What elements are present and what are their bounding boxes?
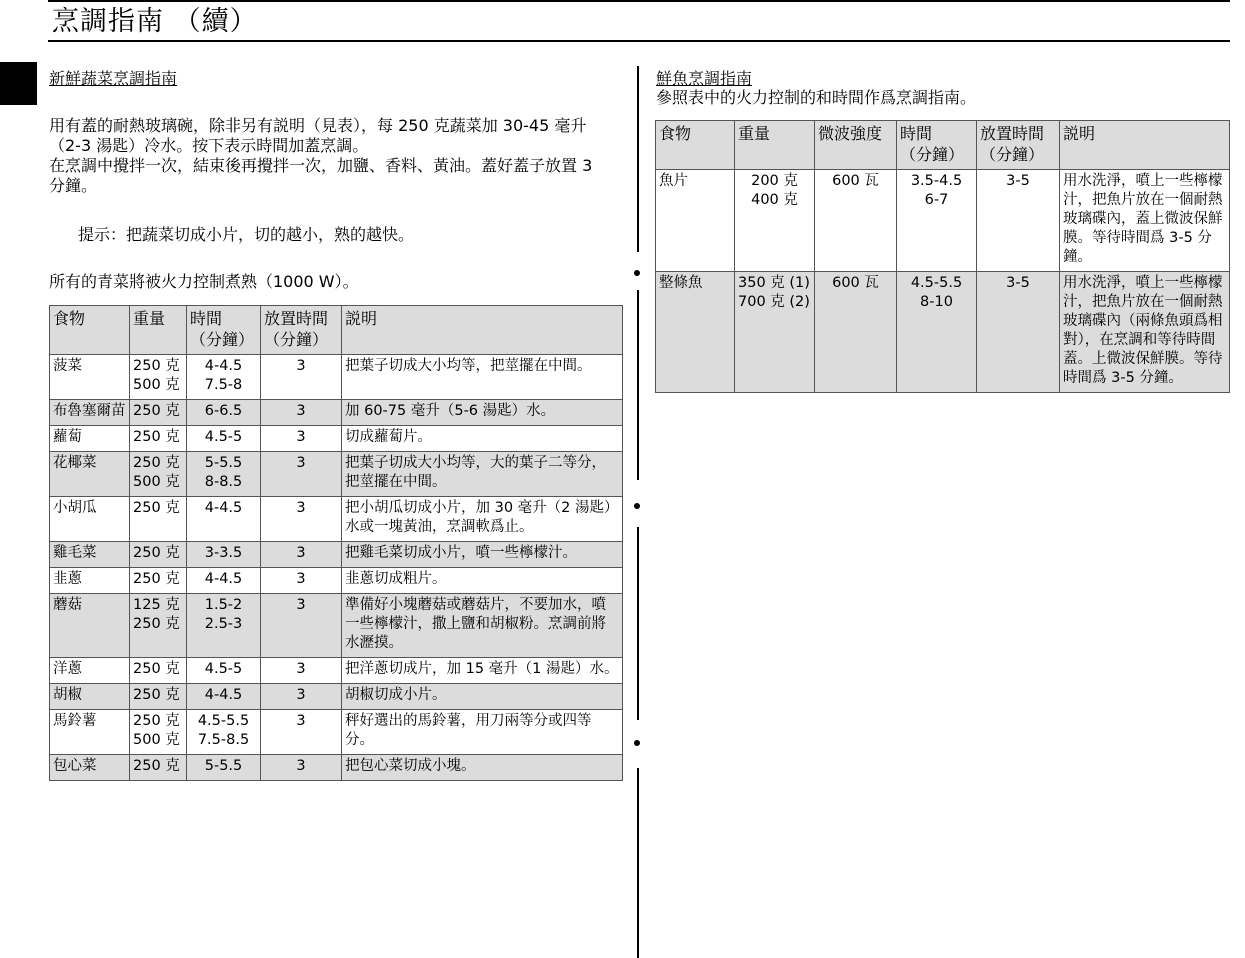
cell-time: 4.5-5 — [187, 426, 261, 452]
col-header-food: 食物 — [50, 306, 130, 355]
cell-food: 胡椒 — [50, 684, 130, 710]
cell-weight: 250 克 — [130, 542, 187, 568]
cell-food: 布魯塞爾苗 — [50, 400, 130, 426]
cell-note: 胡椒切成小片。 — [342, 684, 623, 710]
cell-weight: 250 克 500 克 — [130, 452, 187, 497]
cell-stand: 3-5 — [977, 272, 1060, 393]
cell-time: 1.5-2 2.5-3 — [187, 594, 261, 658]
table-row — [50, 594, 623, 658]
veg-table-header — [50, 306, 623, 355]
col-header-weight: 重量 — [735, 121, 815, 170]
table-row — [50, 426, 623, 452]
divider-dot — [634, 740, 640, 746]
top-rule — [48, 0, 1230, 2]
cell-note: 把小胡瓜切成小片，加 30 毫升（2 湯匙）水或一塊黃油，烹調軟爲止。 — [342, 497, 623, 542]
table-row — [50, 355, 623, 400]
cell-time: 3.5-4.5 6-7 — [897, 170, 977, 272]
cell-food: 整條魚 — [656, 272, 735, 393]
cell-food: 蘿蔔 — [50, 426, 130, 452]
cell-food: 包心菜 — [50, 755, 130, 781]
cell-power: 600 瓦 — [815, 170, 897, 272]
fish-heading: 鮮魚烹調指南 — [656, 69, 753, 88]
cell-food: 花椰菜 — [50, 452, 130, 497]
cell-note: 把包心菜切成小塊。 — [342, 755, 623, 781]
cell-stand: 3 — [261, 400, 342, 426]
cell-food: 小胡瓜 — [50, 497, 130, 542]
table-row — [50, 684, 623, 710]
veg-power-note: 所有的青菜將被火力控制煮熟（1000 W）。 — [49, 272, 359, 291]
cell-weight: 250 克 — [130, 426, 187, 452]
cell-stand: 3 — [261, 542, 342, 568]
veg-table — [49, 305, 623, 781]
table-row — [656, 170, 1230, 272]
col-header-stand: 放置時間 （分鐘） — [977, 121, 1060, 170]
table-row — [50, 497, 623, 542]
cell-weight: 250 克 — [130, 497, 187, 542]
cell-food: 魚片 — [656, 170, 735, 272]
cell-note: 用水洗淨，噴上一些檸檬汁，把魚片放在一個耐熱玻璃碟內（兩條魚頭爲相對），在烹調和等待時間蓋。上微波保鮮膜。等待時間爲 3-5 分鐘。 — [1060, 272, 1230, 393]
col-header-food: 食物 — [656, 121, 735, 170]
col-header-stand: 放置時間 （分鐘） — [261, 306, 342, 355]
cell-food: 韭蔥 — [50, 568, 130, 594]
cell-stand: 3 — [261, 594, 342, 658]
cell-stand: 3 — [261, 568, 342, 594]
cell-time: 4-4.5 — [187, 684, 261, 710]
cell-time: 4.5-5 — [187, 658, 261, 684]
cell-note: 秤好選出的馬鈴薯，用刀兩等分或四等分。 — [342, 710, 623, 755]
cell-note: 加 60-75 毫升（5-6 湯匙）水。 — [342, 400, 623, 426]
cell-stand: 3 — [261, 497, 342, 542]
table-row — [50, 658, 623, 684]
cell-note: 用水洗淨，噴上一些檸檬汁，把魚片放在一個耐熱玻璃碟內，蓋上微波保鮮膜。等待時間爲 3-5 分鐘。 — [1060, 170, 1230, 272]
cell-time: 4-4.5 — [187, 497, 261, 542]
veg-tip: 提示：把蔬菜切成小片，切的越小，熟的越快。 — [78, 225, 415, 244]
divider-dot — [634, 270, 640, 276]
cell-time: 4-4.5 — [187, 568, 261, 594]
cell-food: 菠菜 — [50, 355, 130, 400]
cell-stand: 3 — [261, 755, 342, 781]
table-row — [50, 755, 623, 781]
cell-power: 600 瓦 — [815, 272, 897, 393]
cell-weight: 250 克 500 克 — [130, 355, 187, 400]
cell-stand: 3 — [261, 426, 342, 452]
veg-intro-line2: 在烹調中攪拌一次，結束後再攪拌一次，加鹽、香料、黃油。蓋好蓋子放置 3 分鐘。 — [49, 156, 593, 195]
column-divider — [637, 66, 639, 252]
table-row — [50, 568, 623, 594]
section-tab-marker — [0, 62, 37, 105]
cell-weight: 250 克 500 克 — [130, 710, 187, 755]
cell-weight: 125 克 250 克 — [130, 594, 187, 658]
col-header-power: 微波強度 — [815, 121, 897, 170]
col-header-time: 時間 （分鐘） — [187, 306, 261, 355]
cell-stand: 3 — [261, 710, 342, 755]
cell-weight: 250 克 — [130, 400, 187, 426]
column-divider — [637, 527, 639, 720]
cell-time: 4.5-5.5 7.5-8.5 — [187, 710, 261, 755]
cell-note: 準備好小塊蘑菇或蘑菇片，不要加水，噴一些檸檬汁，撒上鹽和胡椒粉。烹調前將水瀝摸。 — [342, 594, 623, 658]
table-row — [50, 710, 623, 755]
fish-intro: 參照表中的火力控制的和時間作爲烹調指南。 — [656, 88, 977, 107]
cell-note: 把雞毛菜切成小片，噴一些檸檬汁。 — [342, 542, 623, 568]
cell-food: 洋蔥 — [50, 658, 130, 684]
fish-table-header — [656, 121, 1230, 170]
cell-weight: 250 克 — [130, 684, 187, 710]
cell-stand: 3 — [261, 452, 342, 497]
cell-weight: 250 克 — [130, 755, 187, 781]
cell-time: 3-3.5 — [187, 542, 261, 568]
cell-note: 韭蔥切成粗片。 — [342, 568, 623, 594]
col-header-note: 説明 — [342, 306, 623, 355]
cell-weight: 250 克 — [130, 658, 187, 684]
cell-stand: 3 — [261, 684, 342, 710]
cell-time: 4-4.5 7.5-8 — [187, 355, 261, 400]
cell-stand: 3-5 — [977, 170, 1060, 272]
cell-food: 蘑菇 — [50, 594, 130, 658]
title-rule — [48, 40, 1230, 42]
cell-note: 把洋蔥切成片，加 15 毫升（1 湯匙）水。 — [342, 658, 623, 684]
page-title: 烹調指南 （續） — [52, 6, 258, 37]
table-row — [50, 542, 623, 568]
cell-stand: 3 — [261, 658, 342, 684]
cell-stand: 3 — [261, 355, 342, 400]
cell-weight: 200 克 400 克 — [735, 170, 815, 272]
cell-time: 6-6.5 — [187, 400, 261, 426]
cell-time: 4.5-5.5 8-10 — [897, 272, 977, 393]
column-divider — [637, 290, 639, 480]
veg-intro — [49, 116, 609, 196]
fish-table — [655, 120, 1230, 393]
cell-note: 把葉子切成大小均等，把莖擺在中間。 — [342, 355, 623, 400]
col-header-time: 時間 （分鐘） — [897, 121, 977, 170]
table-row — [50, 452, 623, 497]
cell-time: 5-5.5 — [187, 755, 261, 781]
veg-intro-line1: 用有蓋的耐熱玻璃碗，除非另有説明（見表），每 250 克蔬菜加 30-45 毫升（2-3 湯匙）冷水。按下表示時間加蓋烹調。 — [49, 116, 587, 155]
cell-weight: 250 克 — [130, 568, 187, 594]
col-header-weight: 重量 — [130, 306, 187, 355]
cell-weight: 350 克 (1) 700 克 (2) — [735, 272, 815, 393]
table-row — [50, 400, 623, 426]
divider-dot — [634, 503, 640, 509]
cell-food: 馬鈴薯 — [50, 710, 130, 755]
table-row — [656, 272, 1230, 393]
cell-note: 切成蘿蔔片。 — [342, 426, 623, 452]
cell-time: 5-5.5 8-8.5 — [187, 452, 261, 497]
cell-food: 雞毛菜 — [50, 542, 130, 568]
col-header-note: 説明 — [1060, 121, 1230, 170]
column-divider — [637, 768, 639, 958]
cell-note: 把葉子切成大小均等，大的葉子二等分，把莖擺在中間。 — [342, 452, 623, 497]
veg-heading: 新鮮蔬菜烹調指南 — [49, 69, 178, 88]
